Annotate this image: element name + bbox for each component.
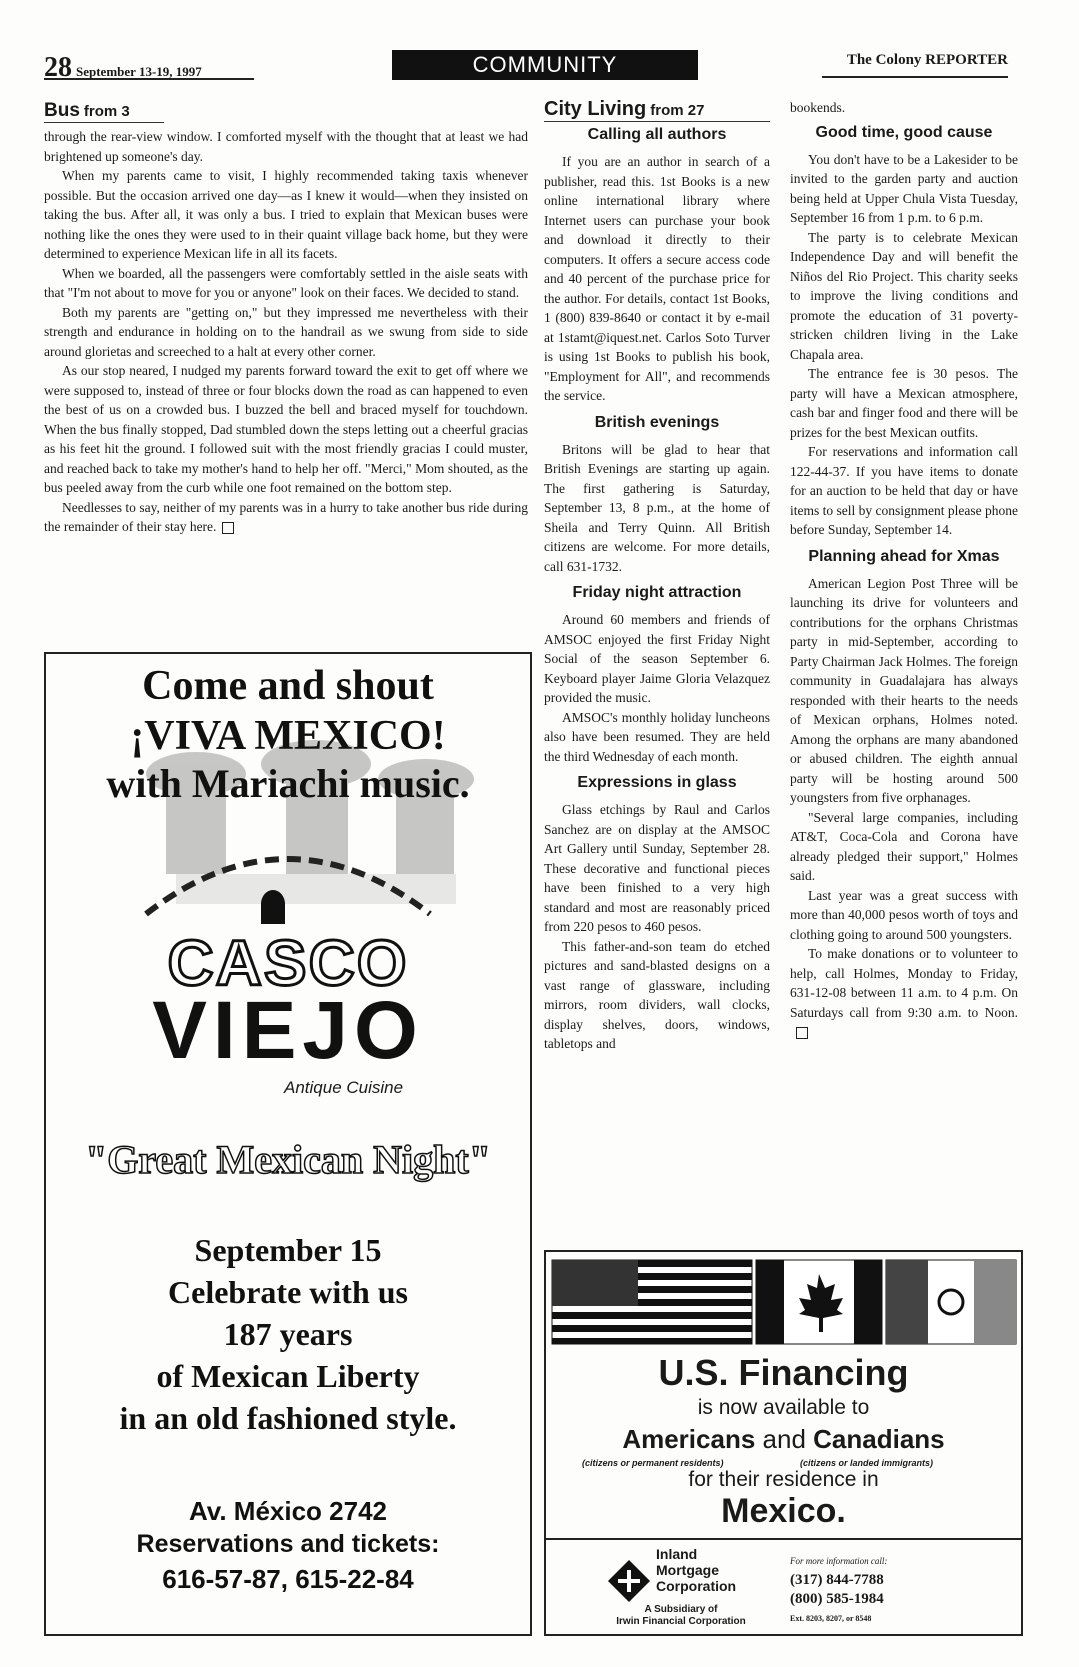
fin-info: For more information call:	[790, 1556, 888, 1566]
right-para: "Several large companies, including AT&T, Coca-Cola and Corona have already pledged their support," Holmes said.	[790, 809, 1018, 883]
right-column	[790, 98, 1018, 1042]
financing-ad	[544, 1250, 1023, 1636]
bus-para: Needlesses to say, neither of my parents was in a hurry to take another bus ride during the remainder of their stay here.	[44, 499, 528, 534]
us-flag-icon	[552, 1260, 752, 1344]
fin-canadians: Canadians	[813, 1424, 945, 1454]
city-para: AMSOC's monthly holiday luncheons also have been resumed. They are held the third Wednesday of each month.	[544, 709, 770, 764]
fin-phone-2: (800) 585-1984	[790, 1591, 884, 1607]
end-mark-icon	[796, 1027, 808, 1039]
bus-headline: Bus	[44, 100, 80, 121]
fin-irwin: Irwin Financial Corporation	[616, 1616, 746, 1627]
subhead-glass: Expressions in glass	[577, 774, 737, 791]
fin-co-inland: Inland	[656, 1546, 698, 1562]
inland-logo-icon	[606, 1558, 652, 1604]
fin-americans: Americans	[622, 1424, 756, 1454]
city-para: This father-and-son team do etched pictures and sand-blasted designs on a vast range of glassware, including mirrors, room dividers, wall clocks, display shelves, doors, windows, tabletops and	[544, 938, 770, 1051]
bus-para: As our stop neared, I nudged my parents forward toward the exit to get off where we were supposed to, instead of three or four blocks down the road as can happened to even the best of us on a crowded bus. I buzzed the bell and braced myself for touchdown. When the bus finally stopped, Dad stumbled down the steps letting out a cheerful gracias as his feet hit the ground. I followed suit with the most friendly gracias I could muster, and reached back to take my mother's hand to help her off. "Merci," Mom shouted, as the bus peeled away from the curb while one foot remained on the bottom step.	[44, 363, 528, 495]
bus-para: through the rear-view window. I comforted myself with the thought that at least we had brightened up someone's day.	[44, 129, 528, 164]
subhead-friday: Friday night attraction	[572, 584, 742, 601]
subhead-xmas: Planning ahead for Xmas	[808, 547, 1000, 565]
fin-and: and	[762, 1424, 806, 1454]
right-para: For reservations and information call 122-44-37. If you have items to donate for an auction to be held that day or have items to sell by consignment please phone before Sunday, September 14.	[790, 444, 1018, 537]
bus-para: When my parents came to visit, I highly recommended taking taxis whenever possible. But the occasion arrived one day—as I knew it would—when they insisted on taking the bus. After all, it was only a bus. I tried to explain that Mexican buses were nothing like the ones they were used to in their quaint village back home, but they were determined to experience Mexican life in all its facets.	[44, 168, 528, 261]
fin-subsidiary: A Subsidiary of	[644, 1604, 718, 1615]
bus-para: When we boarded, all the passengers were comfortably settled in the aisle seats with that "I'm not about to move for you or anyone" look on their faces. We decided to stand.	[44, 265, 528, 300]
fin-title: U.S. Financing	[658, 1352, 909, 1393]
casco-viejo-ad	[44, 652, 532, 1636]
subhead-good-time: Good time, good cause	[815, 123, 993, 141]
bus-para: Both my parents are "getting on," but they impressed me nevertheless with their strength and endurance in holding on to the handrail as we swung from side to side around glorietas and screeched to a halt at every other corner.	[44, 304, 528, 359]
right-para: American Legion Post Three will be launching its drive for volunteers and contributions for the orphans Christmas party in mid-September, according to Party Chairman Jack Holmes. The foreign community in Guadalajara has always responded with their hearts to the needs of Mexican orphans, Holmes noted. Among the orphans are many abandoned or abused children. The eighth annual party will be hosting around 500 youngsters from five orphanages.	[790, 575, 1018, 805]
bus-jump: from 3	[83, 103, 130, 120]
right-para: To make donations or to volunteer to help, call Holmes, Monday to Friday, 631-12-08 between 11 a.m. to 4 p.m. On Saturdays call from 9:30 a.m. to Noon.	[790, 946, 1018, 1020]
subhead-authors: Calling all authors	[587, 126, 727, 143]
ad-liberty: of Mexican Liberty	[156, 1358, 420, 1394]
right-continuation: bookends.	[790, 100, 846, 115]
casco-logo-top: CASCO	[167, 927, 409, 999]
fin-residence: for their residence in	[688, 1468, 879, 1491]
ad-date: September 15	[194, 1232, 382, 1268]
ad-celebrate: Celebrate with us	[168, 1274, 408, 1310]
fin-mexico: Mexico.	[721, 1492, 846, 1530]
city-jump: from 27	[650, 102, 705, 119]
city-para: Glass etchings by Raul and Carlos Sanchez are on display at the AMSOC Art Gallery until Sunday, September 28. These decorative and functional pieces have been finished to a very high standard and most are reasonably priced from 220 pesos to 460 pesos.	[544, 802, 770, 934]
right-para: The entrance fee is 30 pesos. The party will have a Mexican atmosphere, cash bar and finger food and there will be prizes for the best Mexican outfits.	[790, 366, 1018, 440]
ad-viva-mexico: ¡VIVA MEXICO!	[130, 713, 446, 759]
ad-come-shout: Come and shout	[142, 663, 434, 709]
mexico-flag-icon	[886, 1260, 1016, 1344]
ad-phones: 616-57-87, 615-22-84	[162, 1564, 414, 1594]
right-para: You don't have to be a Lakesider to be invited to the garden party and auction being held at Upper Chula Vista Tuesday, September 16 from 1 p.m. to 6 p.m.	[790, 151, 1018, 225]
right-para: Last year was a great success with more than 40,000 pesos worth of toys and clothing going to around 500 youngsters.	[790, 887, 1018, 942]
canada-flag-icon	[756, 1260, 882, 1344]
paper-name: The Colony REPORTER	[822, 52, 1008, 78]
fin-co-corp: Corporation	[656, 1578, 737, 1594]
fin-available: is now available to	[697, 1396, 870, 1419]
bus-article	[44, 100, 528, 537]
ad-mariachi: with Mariachi music.	[106, 761, 470, 806]
right-para: The party is to celebrate Mexican Independence Day and will benefit the Niños del Rio Project. This charity seeks to improve the living conditions and promote the education of 31 poverty-stricken children living in the Lake Chapala area.	[790, 229, 1018, 362]
city-para: If you are an author in search of a publisher, read this. 1st Books is a new online international library where Internet users can purchase your book and download it directly to their computers. It offers a secure access code and 40 percent of the purchase price for the author. For details, contact 1st Books, 1 (800) 839-8640 or contact it by e-mail at 1stamt@iquest.net. Carlos Soto Turver is using 1st Books to publish his book, "Employment for All", and recommends the service.	[544, 154, 770, 403]
ad-tagline: Antique Cuisine	[284, 1078, 404, 1097]
end-mark-icon	[222, 522, 234, 534]
ad-style: in an old fashioned style.	[119, 1400, 457, 1436]
city-para: Around 60 members and friends of AMSOC enjoyed the first Friday Night Social of the season September 6. Keyboard player Jaime Gloria Velazquez provided the music.	[544, 612, 770, 705]
fin-extensions: Ext. 8203, 8207, or 8548	[790, 1614, 872, 1623]
city-para: Britons will be glad to hear that British Evenings are starting up again. The first gathering is Saturday, September 13, 8 p.m., at the home of Sheila and Terry Quinn. All British citizens are welcome. For more details, call 631-1732.	[544, 441, 770, 574]
casco-logo-bottom: VIEJO	[152, 985, 424, 1076]
ad-years: 187 years	[223, 1316, 353, 1352]
city-headline: City Living	[544, 98, 647, 120]
subhead-british: British evenings	[594, 413, 720, 431]
ad-reservations: Reservations and tickets:	[136, 1530, 440, 1558]
fin-co-mortgage: Mortgage	[656, 1562, 719, 1578]
ad-address: Av. México 2742	[189, 1496, 387, 1526]
flags-art	[546, 1252, 1021, 1352]
city-living-article	[544, 98, 770, 1054]
issue-date: September 13-19, 1997	[76, 64, 202, 79]
fin-phone-1: (317) 844-7788	[790, 1572, 884, 1588]
fin-am-note: (citizens or permanent residents)	[582, 1458, 724, 1468]
page-number: 28	[44, 52, 72, 83]
masthead-left	[44, 52, 254, 83]
fin-ca-note: (citizens or landed immigrants)	[800, 1458, 934, 1468]
section-banner: COMMUNITY	[392, 50, 698, 80]
ad-event-name: "Great Mexican Night"	[85, 1137, 491, 1182]
